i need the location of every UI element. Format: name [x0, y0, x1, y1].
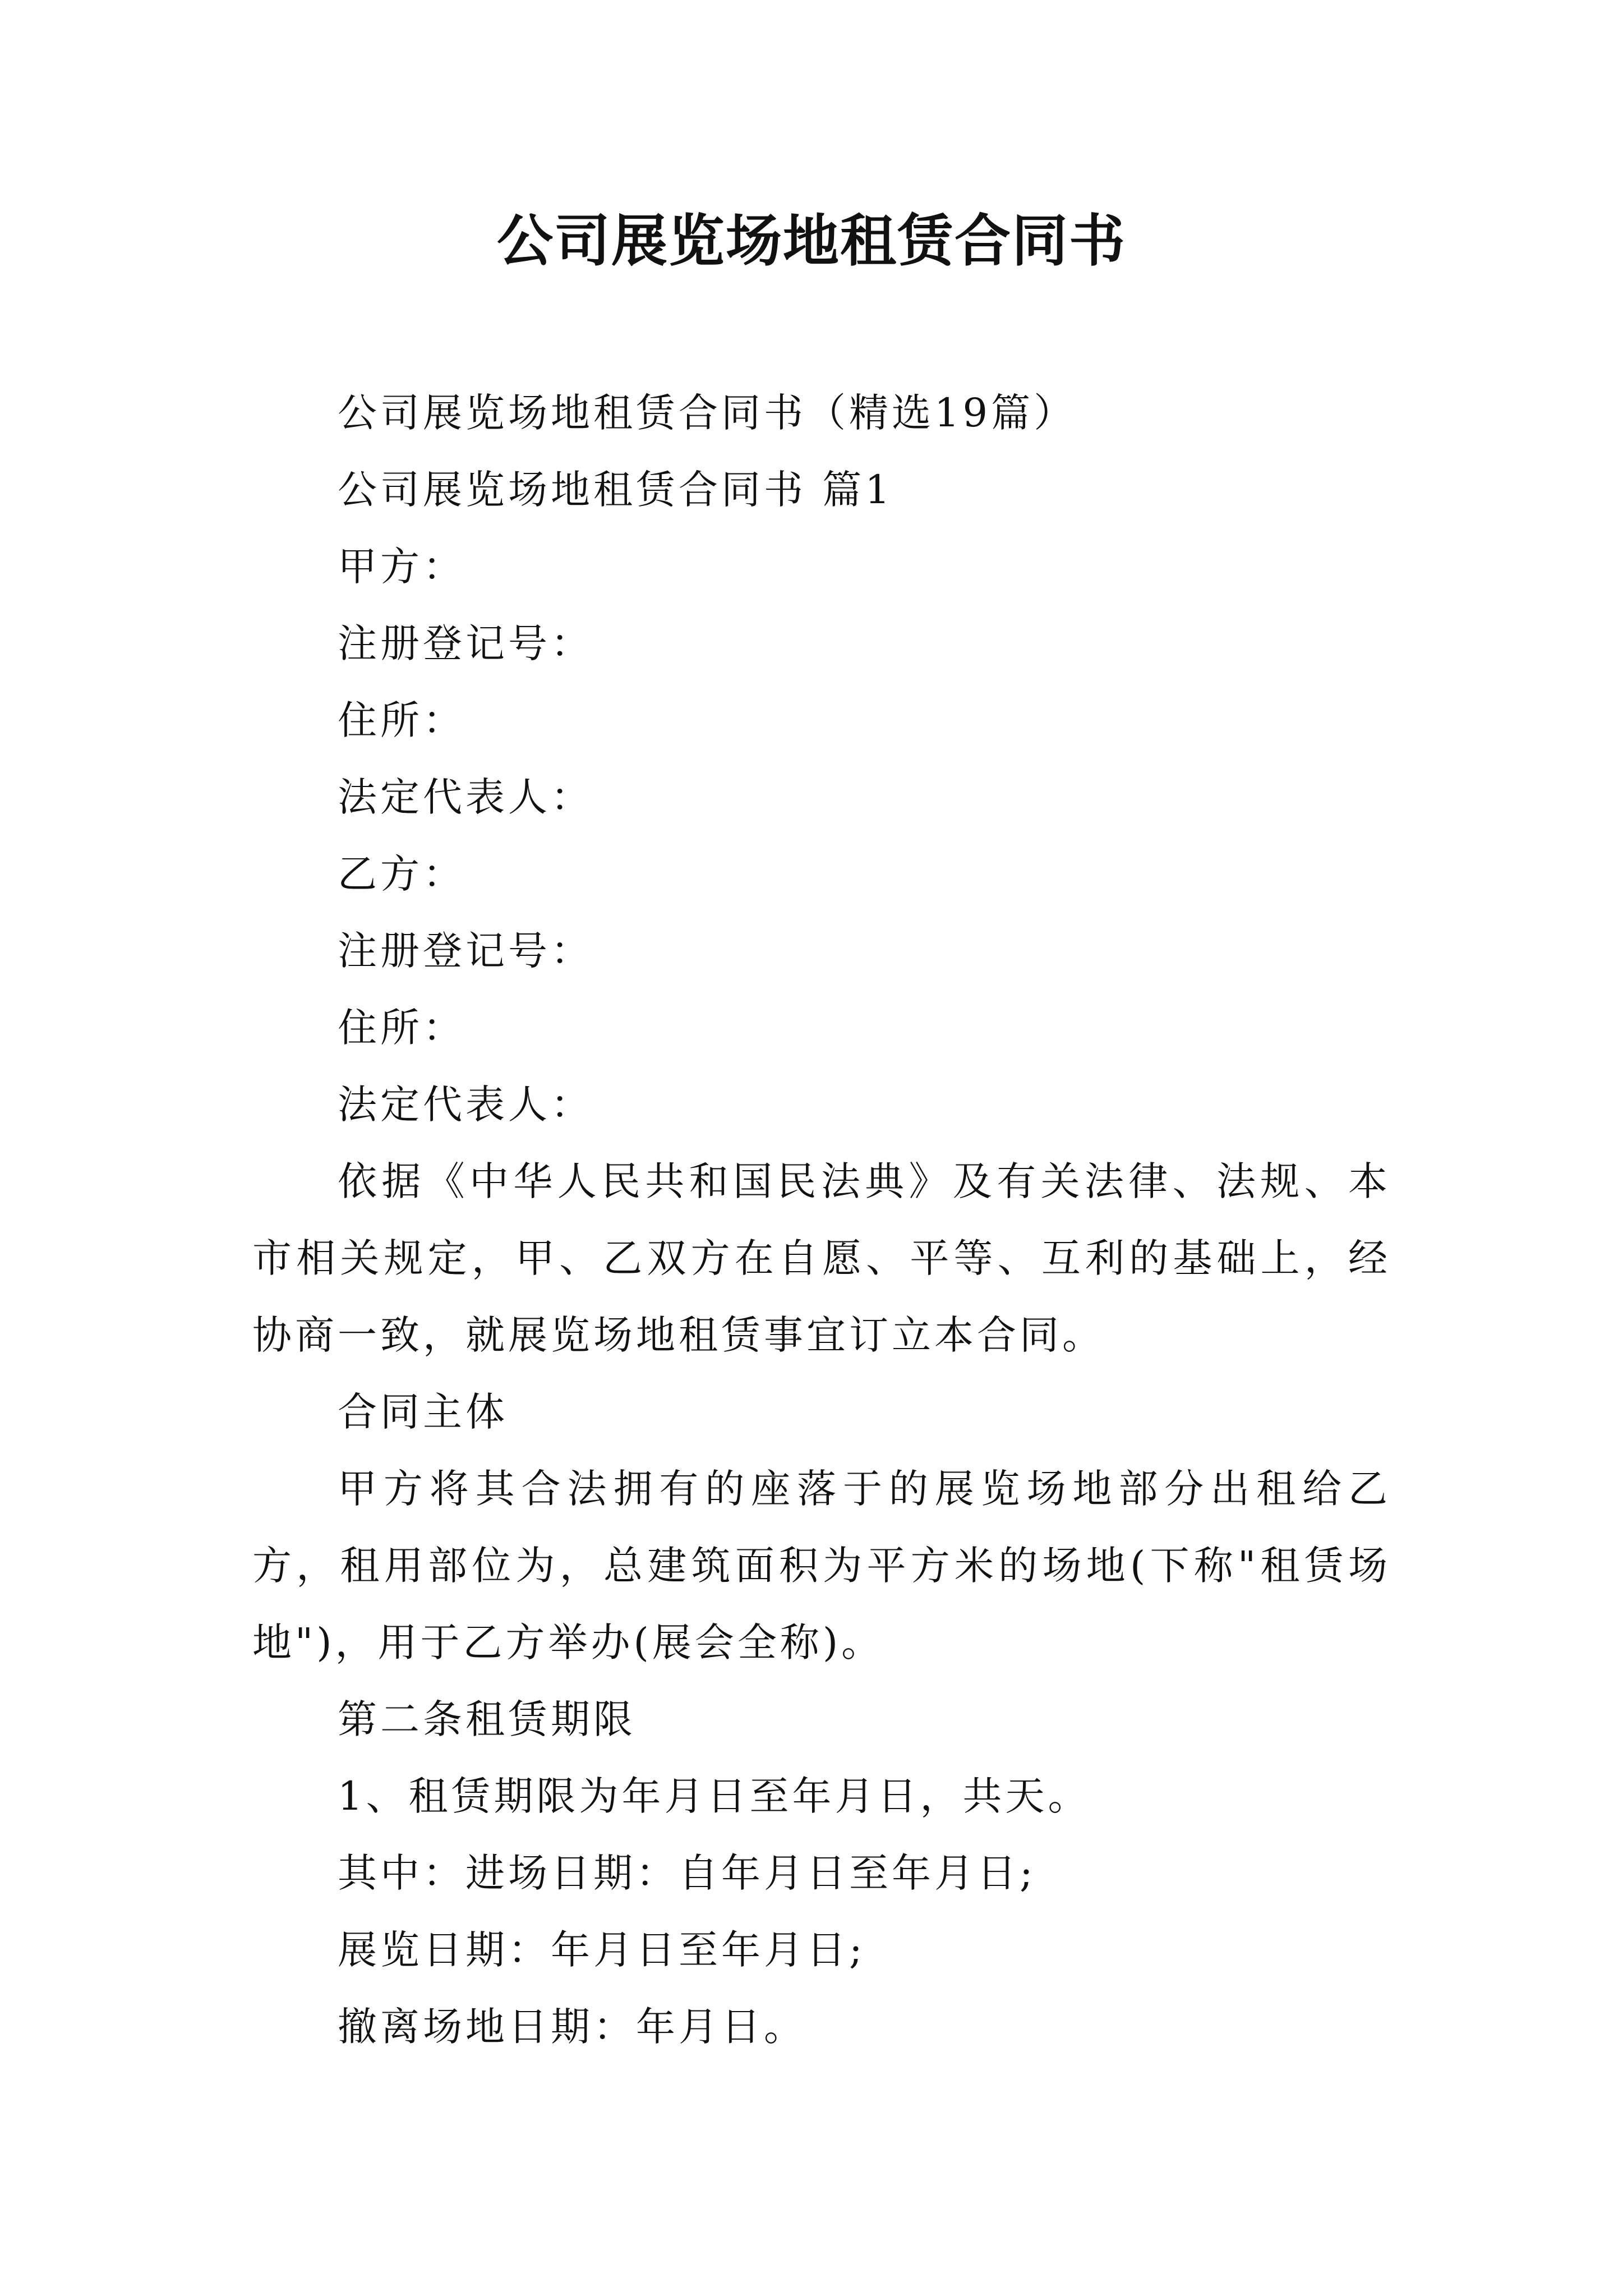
paragraph-exhibition-date: 展览日期：年月日至年月日;: [338, 1927, 866, 1973]
paragraph-lease-term: 1、租赁期限为年月日至年月日，共天。: [338, 1773, 1091, 1819]
document-title: 公司展览场地租赁合同书: [497, 208, 1126, 274]
paragraph-contract-subject-heading: 合同主体: [338, 1389, 508, 1435]
paragraph-party-b: 乙方：: [338, 851, 465, 897]
paragraph-subtitle: 公司展览场地租赁合同书（精选19篇）: [338, 390, 1077, 436]
paragraph-party-b-registration: 注册登记号：: [338, 928, 593, 974]
paragraph-party-a-registration: 注册登记号：: [338, 620, 593, 666]
paragraph-section-heading: 公司展览场地租赁合同书 篇1: [338, 467, 893, 513]
paragraph-exit-date: 撤离场地日期：年月日。: [338, 2004, 806, 2050]
paragraph-preamble: 依据《中华人民共和国民法典》及有关法律、法规、本市相关规定，甲、乙双方在自愿、平等、互利的基础上，经协商一致，就展览场地租赁事宜订立本合同。: [252, 1158, 1391, 1358]
paragraph-lease-term-heading: 第二条租赁期限: [338, 1696, 636, 1742]
paragraph-party-a: 甲方：: [338, 544, 465, 590]
document-body: [252, 375, 1391, 2065]
paragraph-entry-date: 其中：进场日期：自年月日至年月日;: [338, 1850, 1036, 1896]
paragraph-party-a-representative: 法定代表人：: [338, 774, 593, 820]
paragraph-party-a-address: 住所：: [338, 697, 465, 743]
paragraph-party-b-representative: 法定代表人：: [338, 1082, 593, 1128]
paragraph-party-b-address: 住所：: [338, 1005, 465, 1051]
paragraph-contract-subject: 甲方将其合法拥有的座落于的展览场地部分出租给乙方，租用部位为，总建筑面积为平方米的场地(下称"租赁场地")，用于乙方举办(展会全称)。: [252, 1466, 1391, 1665]
